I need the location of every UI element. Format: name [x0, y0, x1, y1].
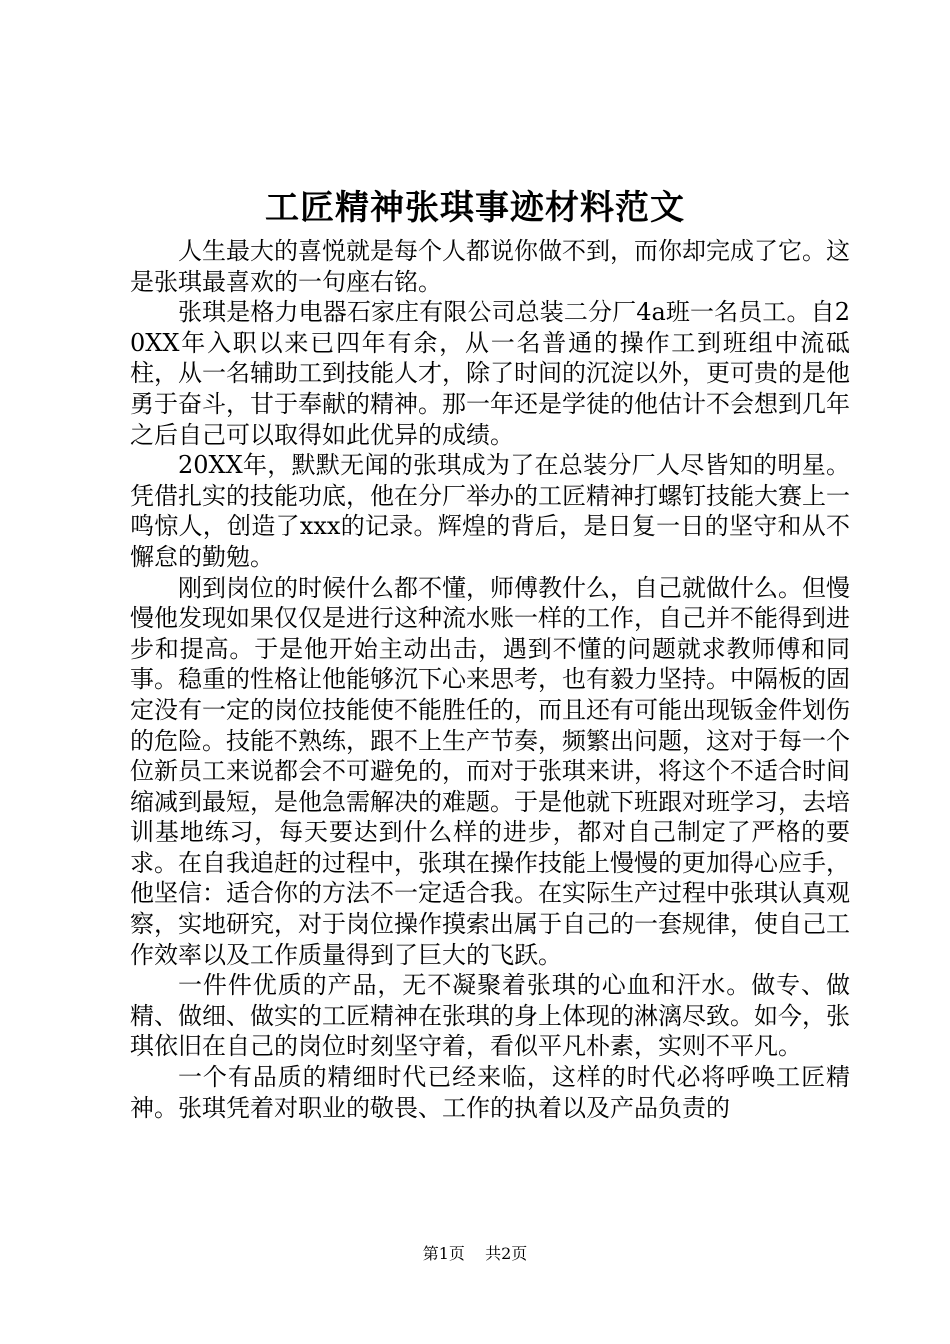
document-body	[130, 236, 850, 1123]
document-title: 工匠精神张琪事迹材料范文	[265, 188, 685, 228]
page-number-total: 共2页	[485, 1244, 528, 1263]
paragraph: 一个有品质的精细时代已经来临，这样的时代必将呼唤工匠精神。张琪凭着对职业的敬畏、工作的执着以及产品负责的	[130, 1063, 850, 1122]
paragraph: 20XX年，默默无闻的张琪成为了在总装分厂人尽皆知的明星。凭借扎实的技能功底，他在分厂举办的工匠精神打螺钉技能大赛上一鸣惊人，创造了xxx的记录。辉煌的背后，是日复一日的坚守和从不懈怠的勤勉。	[130, 451, 850, 571]
page-number-current: 第1页	[422, 1244, 465, 1263]
paragraph: 人生最大的喜悦就是每个人都说你做不到，而你却完成了它。这是张琪最喜欢的一句座右铭。	[130, 237, 850, 296]
paragraph: 刚到岗位的时候什么都不懂，师傅教什么，自己就做什么。但慢慢他发现如果仅仅是进行这种流水账一样的工作，自己并不能得到进步和提高。于是他开始主动出击，遇到不懂的问题就求教师傅和同事。稳重的性格让他能够沉下心来思考，也有毅力坚持。中隔板的固定没有一定的岗位技能使不能胜任的，而且还有可能出现钣金件划伤的危险。技能不熟练，跟不上生产节奏，频繁出问题，这对于每一个位新员工来说都会不可避免的，而对于张琪来讲，将这个不适合时间缩减到最短，是他急需解决的难题。于是他就下班跟对班学习，去培训基地练习，每天要达到什么样的进步，都对自己制定了严格的要求。在自我追赶的过程中，张琪在操作技能上慢慢的更加得心应手，他坚信：适合你的方法不一定适合我。在实际生产过程中张琪认真观察，实地研究，对于岗位操作摸索出属于自己的一套规律，使自己工作效率以及工作质量得到了巨大的飞跃。	[130, 573, 850, 969]
page-footer	[0, 1243, 950, 1265]
paragraph: 张琪是格力电器石家庄有限公司总装二分厂4a班一名员工。自20XX年入职以来已四年有余，从一名普通的操作工到班组中流砥柱，从一名辅助工到技能人才，除了时间的沉淀以外，更可贵的是他勇于奋斗，甘于奉献的精神。那一年还是学徒的他估计不会想到几年之后自己可以取得如此优异的成绩。	[130, 298, 850, 449]
paragraph: 一件件优质的产品，无不凝聚着张琪的心血和汗水。做专、做精、做细、做实的工匠精神在张琪的身上体现的淋漓尽致。如今，张琪依旧在自己的岗位时刻坚守着，看似平凡朴素，实则不平凡。	[130, 971, 850, 1061]
